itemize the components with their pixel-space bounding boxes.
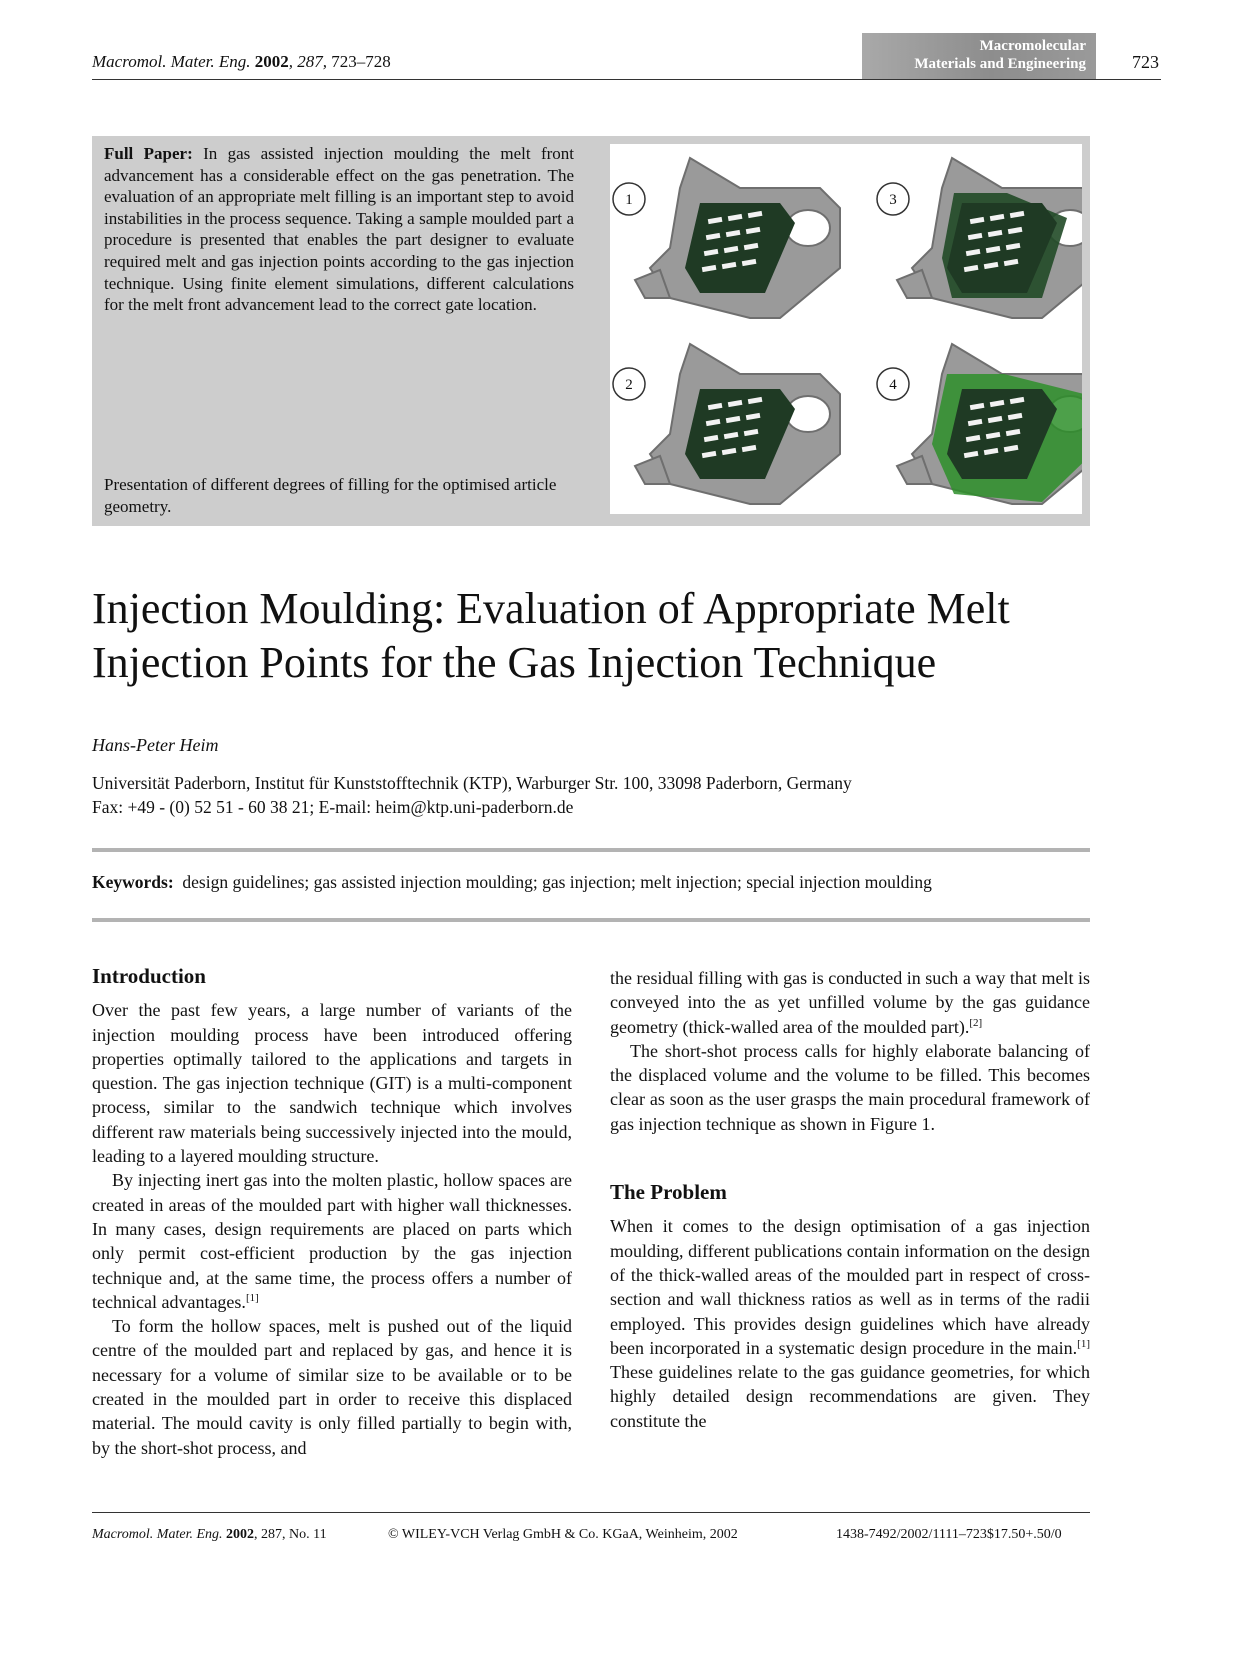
footer-price-code: 1438-7492/2002/1111–723$17.50+.50/0 [836,1527,1062,1542]
problem-paragraph-1-text: When it comes to the design optimisation of a gas injection moulding, different publications contain information on the design of the thick-walled areas of the moulded part in respect of cross-section and wall thickness ratios as well as in terms of the radii employed. This provides design guidelines which have already been incorporated in a systematic design procedure in the main. [610,1216,1090,1358]
abstract-text [104,143,574,316]
section-heading-introduction: Introduction [92,964,206,988]
footer-citation [92,1527,327,1543]
keywords-label: Keywords: [92,872,174,892]
right-paragraph-2: The short-shot process calls for highly elaborate balancing of the displaced volume and the volume to be filled. This becomes clear as soon as the user grasps the main procedural framework of gas injection technique as shown in Figure 1. [610,1040,1090,1134]
figure-label-2: 2 [625,377,633,393]
body-column-left [92,964,572,1460]
intro-paragraph-2 [92,1168,572,1314]
affiliation-line2: Fax: +49 - (0) 52 51 - 60 38 21; E-mail: heim@ktp.uni-paderborn.de [92,796,574,817]
right-paragraph-1 [610,966,1090,1039]
author-affiliation [92,772,1092,819]
keywords-rule-bottom [92,918,1090,922]
journal-logo-line2: Materials and Engineering [914,56,1086,72]
abstract-label: Full Paper: [104,144,193,163]
figure-label-4: 4 [889,377,897,393]
footer-journal: Macromol. Mater. Eng. [92,1527,223,1542]
page-number: 723 [1132,52,1159,72]
filling-stage-4 [897,344,1082,504]
figure-label-3: 3 [889,192,897,208]
figure-label-1: 1 [625,192,633,208]
running-head: Macromol. Mater. Eng. 2002, 287, 723–728 [92,52,391,71]
header-rule [92,79,1161,80]
problem-paragraph-1-cont: These guidelines relate to the gas guidance geometries, for which highly detailed design recommendations are given. They constitute the [610,1362,1090,1431]
citation-ref: [2] [969,1016,983,1029]
abstract-body: In gas assisted injection moulding the melt front advancement has a considerable effect on the gas penetration. The evaluation of an appropriate melt filling is an important step to avoid instabilities in the process sequence. Taking a sample moulded part a procedure is presented that enables the part designer to evaluate required melt and gas injection points according to the gas injection technique. Using finite element simulations, different calculations for the melt front advancement lead to the correct gate location. [104,144,574,315]
intro-paragraph-2-text: By injecting inert gas into the molten plastic, hollow spaces are created in areas of the moulded part with higher wall thicknesses. In many cases, design requirements are placed on parts which only permit cost-efficient production by the gas injection technique and, at the same time, the process offers a number of technical advantages. [92,1170,572,1312]
footer-year: 2002 [226,1527,255,1542]
figure-caption: Presentation of different degrees of filling for the optimised article geometry. [104,475,557,516]
journal-logo-line1: Macromolecular [979,38,1086,54]
journal-year: 2002 [254,52,289,71]
keywords [92,872,932,893]
right-paragraph-1-text: the residual filling with gas is conducted in such a way that melt is conveyed into the as yet unfilled volume by the gas guidance geometry (thick-walled area of the moulded part). [610,968,1090,1037]
filling-stage-2 [635,344,840,504]
filling-stage-1 [635,158,840,318]
filling-stages-figure [610,144,1082,514]
body-column-right [610,966,1090,1433]
citation-ref: [1] [1077,1337,1090,1350]
intro-paragraph-1: Over the past few years, a large number of variants of the injection moulding process have been introduced offering properties optimally tailored to the applications and targets in question. The gas injection technique (GIT) is a multi-component process, similar to the sandwich technique which involves different raw materials being successively injected into the mould, leading to a layered moulding structure. [92,1000,572,1167]
journal-pages: 723–728 [331,52,391,71]
author-name: Hans-Peter Heim [92,735,219,755]
affiliation-line1: Universität Paderborn, Institut für Kunststofftechnik (KTP), Warburger Str. 100, 33098 Paderborn, Germany [92,773,852,793]
intro-paragraph-3: To form the hollow spaces, melt is pushed out of the liquid centre of the moulded part and replaced by gas, and hence it is necessary for a volume of similar size to be available or to be created in the moulded part in order to receive this displaced material. The mould cavity is only filled partially to begin with, by the short-shot process, and [92,1316,572,1458]
journal-volume: 287 [297,52,323,71]
filling-stage-3 [897,158,1082,318]
footer-copyright: © WILEY-VCH Verlag GmbH & Co. KGaA, Weinheim, 2002 [388,1527,738,1542]
problem-paragraph-1 [610,1214,1090,1433]
keywords-rule-top [92,848,1090,852]
journal-logo [862,33,1096,79]
abstract-figure [610,144,1082,514]
journal-abbrev: Macromol. Mater. Eng. [92,52,251,71]
citation-ref: [1] [245,1291,259,1304]
footer-volume-issue: , 287, No. 11 [254,1527,327,1542]
section-heading-problem: The Problem [610,1180,727,1205]
keywords-text: design guidelines; gas assisted injection moulding; gas injection; melt injection; special injection moulding [182,872,932,892]
paper-title: Injection Moulding: Evaluation of Appropriate Melt Injection Points for the Gas Injection Technique [92,584,1010,687]
footer-rule [92,1512,1090,1513]
